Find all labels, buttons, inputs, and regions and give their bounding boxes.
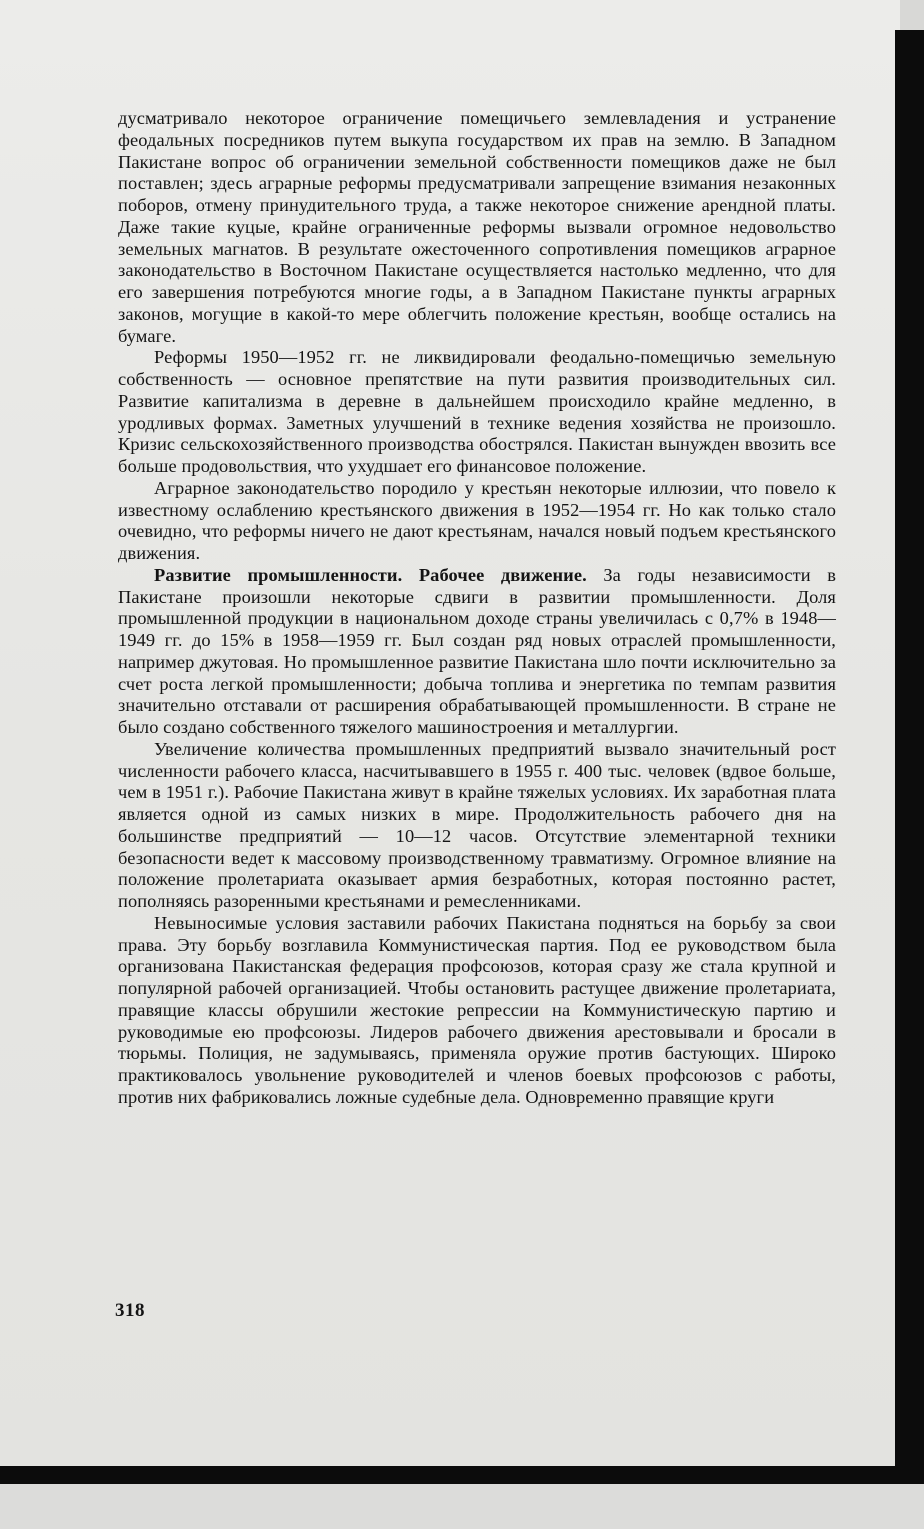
paragraph-text: Аграрное законодательство породило у крестьян некоторые иллюзии, что повело к известному ослаблению крестьянского движения в 1952—1954 гг. Но как только стало очевидно, что реформы ничего не дают крестьянам, начался новый подъем крестьянского движения. [118, 477, 836, 563]
paragraph [118, 739, 836, 913]
body-text [118, 108, 836, 1109]
paragraph [118, 913, 836, 1109]
paragraph [118, 478, 836, 565]
scan-background [0, 1484, 924, 1529]
scan-edge-bottom [0, 1466, 924, 1484]
paragraph [118, 347, 836, 478]
paragraph-text: Увеличение количества промышленных предприятий вызвало значительный рост численности рабочего класса, насчитывавшего в 1955 г. 400 тыс. человек (вдвое больше, чем в 1951 г.). Рабочие Пакистана живут в крайне тяжелых условиях. Их заработная плата является одной из самых низких в мире. Продолжительность рабочего дня на большинстве предприятий — 10—12 часов. Отсутствие элементарной техники безопасности ведет к массовому производственному травматизму. Огромное влияние на положение пролетариата оказывает армия безработных, которая постоянно растет, пополняясь разоренными крестьянами и ремесленниками. [118, 738, 836, 911]
paragraph-text: Невыносимые условия заставили рабочих Пакистана подняться на борьбу за свои права. Эту борьбу возглавила Коммунистическая партия. Под ее руководством была организована Пакистанская федерация профсоюзов, которая сразу же стала крупной и популярной рабочей организацией. Чтобы остановить растущее движение пролетариата, правящие классы обрушили жестокие репрессии на Коммунистическую партию и руководимые ею профсоюзы. Лидеров рабочего движения арестовывали и бросали в тюрьмы. Полиция, не задумываясь, применяла оружие против бастующих. Широко практиковалось увольнение руководителей и членов боевых профсоюзов с работы, против них фабриковались ложные судебные дела. Одновременно правящие круги [118, 912, 836, 1107]
page-number: 318 [115, 1300, 145, 1321]
paragraph-continued [118, 108, 836, 347]
paragraph-text: дусматривало некоторое ограничение помещичьего землевладения и устранение феодальных посредников путем выкупа государством их прав на землю. В Западном Пакистане вопрос об ограничении земельной собственности помещиков даже не был поставлен; здесь аграрные реформы предусматривали запрещение взимания незаконных поборов, отмену принудительного труда, а также некоторое снижение арендной платы. Даже такие куцые, крайне ограниченные реформы вызвали огромное недовольство земельных магнатов. В результате ожесточенного сопротивления помещиков аграрное законодательство в Восточном Пакистане осуществляется настолько медленно, что для его завершения потребуются многие годы, а в Западном Пакистане пункты аграрных законов, могущие в какой-то мере облегчить положение крестьян, вообще остались на бумаге. [118, 108, 836, 346]
paragraph-text: Реформы 1950—1952 гг. не ликвидировали феодально-помещичью земельную собственность — основное препятствие на пути развития производительных сил. Развитие капитализма в деревне в дальнейшем происходило крайне медленно, в уродливых формах. Заметных улучшений в технике ведения хозяйства не произошло. Кризис сельскохозяйственного производства обострялся. Пакистан вынужден ввозить все больше продовольствия, что ухудшает его финансовое положение. [118, 347, 836, 476]
section-heading: Развитие промышленности. Рабочее движение. [154, 564, 587, 585]
paragraph-text: За годы независимости в Пакистане произошли некоторые сдвиги в развитии промышленности. Доля промышленной продукции в национальном доходе страны увеличилась с 0,7% в 1948—1949 гг. до 15% в 1958—1959 гг. Был создан ряд новых отраслей промышленности, например джутовая. Но промышленное развитие Пакистана шло почти исключительно за счет роста легкой промышленности; добыча топлива и энергетика по темпам развития значительно отставали от расширения обрабатывающей промышленности. В стране не было создано собственного тяжелого машиностроения и металлургии. [118, 564, 836, 737]
paragraph-with-heading [118, 565, 836, 739]
scan-edge-right [895, 30, 924, 1485]
